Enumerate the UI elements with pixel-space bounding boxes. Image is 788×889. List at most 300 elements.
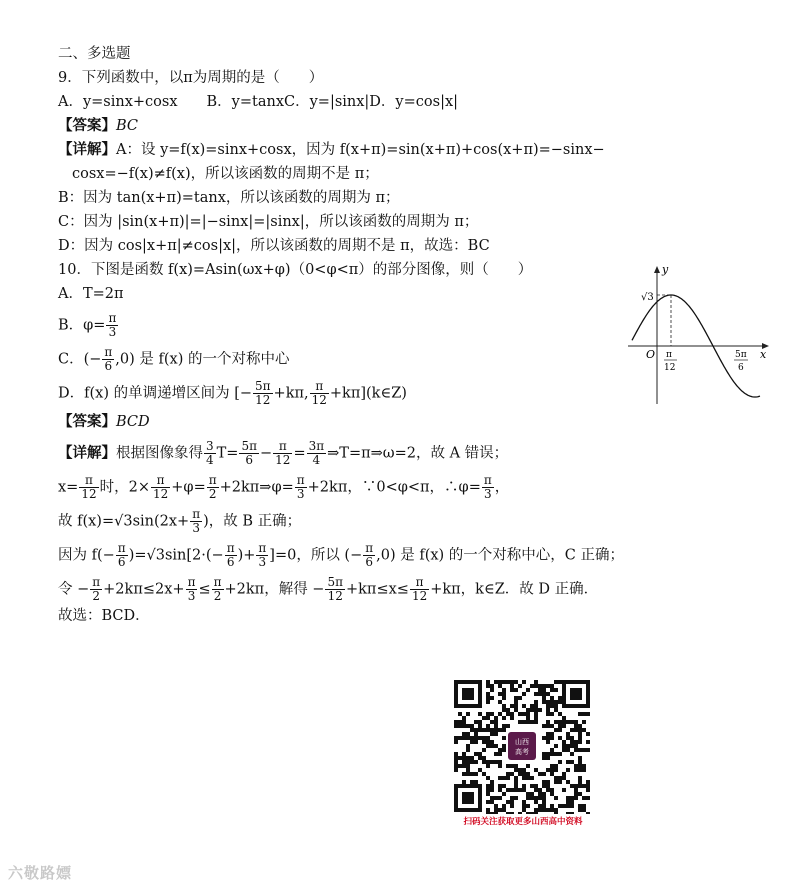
qr-module xyxy=(462,716,466,720)
qr-module xyxy=(490,800,494,804)
qr-module xyxy=(566,760,570,764)
qr-module xyxy=(474,740,478,744)
qr-module xyxy=(550,804,554,808)
qr-module xyxy=(486,788,490,792)
fraction-num: 5π xyxy=(255,379,271,393)
qr-module xyxy=(574,784,578,788)
fraction-den: 12 xyxy=(152,487,169,501)
qr-module xyxy=(526,764,530,768)
qr-module xyxy=(494,728,498,732)
qr-module xyxy=(474,760,478,764)
qr-module xyxy=(534,692,538,696)
qr-module xyxy=(526,712,530,716)
qr-module xyxy=(518,684,522,688)
qr-module xyxy=(470,772,474,776)
qr-module xyxy=(506,708,510,712)
q10-detail-line-5 xyxy=(58,576,598,603)
fraction xyxy=(273,440,292,467)
qr-module xyxy=(494,716,498,720)
qr-module xyxy=(502,736,506,740)
qr-module xyxy=(494,732,498,736)
qr-module xyxy=(462,760,466,764)
text: ,0) 是 f(x) 的一个对称中心，C 正确； xyxy=(376,547,625,564)
qr-module xyxy=(486,800,490,804)
qr-module xyxy=(514,768,518,772)
qr-module xyxy=(506,712,510,716)
qr-module xyxy=(522,704,526,708)
q9-detail-line-5: D：因为 cos|x+π|≠cos|x|，所以该函数的周期不是 π，故选：BC xyxy=(58,238,490,254)
qr-module xyxy=(578,808,582,812)
qr-module xyxy=(578,732,582,736)
fraction-den: 3 xyxy=(106,325,118,339)
qr-module xyxy=(506,812,510,814)
qr-module xyxy=(482,736,486,740)
qr-module xyxy=(546,768,550,772)
qr-module xyxy=(542,784,546,788)
qr-module xyxy=(554,796,558,800)
qr-module xyxy=(502,776,506,780)
qr-module xyxy=(486,744,490,748)
qr-module xyxy=(486,684,490,688)
qr-module xyxy=(454,764,458,768)
qr-module xyxy=(474,752,478,756)
qr-module xyxy=(514,704,518,708)
qr-module xyxy=(558,700,562,704)
qr-module xyxy=(570,796,574,800)
qr-module xyxy=(582,796,586,800)
fraction xyxy=(295,474,307,501)
qr-module xyxy=(466,760,470,764)
qr-module xyxy=(510,688,514,692)
qr-module xyxy=(574,788,578,792)
fraction xyxy=(307,440,327,467)
qr-module xyxy=(458,756,462,760)
qr-module xyxy=(490,780,494,784)
text: +φ= xyxy=(171,479,206,496)
qr-module xyxy=(538,804,542,808)
qr-module xyxy=(534,712,538,716)
qr-module xyxy=(498,712,502,716)
qr-module xyxy=(566,736,570,740)
origin-label: O xyxy=(646,348,656,361)
qr-module xyxy=(550,736,554,740)
qr-module xyxy=(530,720,534,724)
fraction-num: π xyxy=(296,473,305,487)
qr-module xyxy=(578,736,582,740)
qr-module xyxy=(546,732,550,736)
qr-module xyxy=(462,780,466,784)
qr-badge-line1: 山西 xyxy=(515,738,529,746)
qr-module xyxy=(530,796,534,800)
qr-module xyxy=(514,780,518,784)
qr-module xyxy=(566,812,570,814)
qr-module xyxy=(578,792,582,796)
qr-module xyxy=(478,752,482,756)
qr-module xyxy=(550,696,554,700)
qr-module xyxy=(530,708,534,712)
qr-module xyxy=(558,712,562,716)
qr-module xyxy=(470,740,474,744)
qr-module xyxy=(550,768,554,772)
qr-finder-top-right xyxy=(562,680,590,708)
qr-module xyxy=(534,680,538,684)
q9-answer xyxy=(58,116,138,136)
qr-module xyxy=(510,812,514,814)
qr-module xyxy=(578,760,582,764)
qr-module xyxy=(558,680,562,684)
y-tick-label: √3 xyxy=(641,292,654,303)
qr-module xyxy=(466,724,470,728)
qr-module xyxy=(554,764,558,768)
qr-module xyxy=(586,732,590,736)
qr-module xyxy=(486,696,490,700)
qr-module xyxy=(554,704,558,708)
qr-module xyxy=(498,748,502,752)
fraction-num: π xyxy=(226,541,235,555)
qr-module xyxy=(566,732,570,736)
fraction xyxy=(186,576,198,603)
qr-module xyxy=(470,736,474,740)
qr-module xyxy=(482,760,486,764)
q9-detail-line-3: B：因为 tan(x+π)=tanx，所以该函数的周期为 π； xyxy=(58,190,400,206)
qr-module xyxy=(490,728,494,732)
qr-module xyxy=(522,772,526,776)
qr-module xyxy=(574,728,578,732)
qr-module xyxy=(466,756,470,760)
qr-module xyxy=(502,708,506,712)
qr-module xyxy=(482,716,486,720)
qr-module xyxy=(502,784,506,788)
qr-module xyxy=(554,688,558,692)
qr-module xyxy=(582,748,586,752)
q9-detail-line-2: cosx=−f(x)≠f(x)，所以该函数的周期不是 π； xyxy=(72,166,379,182)
detail-tag: 【详解】 xyxy=(58,444,116,462)
qr-module xyxy=(534,768,538,772)
qr-module xyxy=(566,780,570,784)
qr-module xyxy=(470,756,474,760)
qr-module xyxy=(490,732,494,736)
qr-module xyxy=(546,780,550,784)
fraction-num: 5π xyxy=(327,575,343,589)
qr-module xyxy=(482,728,486,732)
qr-module xyxy=(546,684,550,688)
fraction-num: π xyxy=(187,575,196,589)
qr-module xyxy=(546,720,550,724)
qr-module xyxy=(478,728,482,732)
qr-module xyxy=(522,768,526,772)
qr-module xyxy=(578,756,582,760)
text: +2kπ，∵0<φ<π，∴φ= xyxy=(307,479,481,496)
qr-module xyxy=(554,776,558,780)
qr-module xyxy=(486,736,490,740)
qr-module xyxy=(486,692,490,696)
fraction-num: π xyxy=(315,379,324,393)
qr-module xyxy=(462,756,466,760)
qr-module xyxy=(454,724,458,728)
qr-module xyxy=(490,688,494,692)
q10-detail-line-3 xyxy=(58,508,301,535)
qr-module xyxy=(542,772,546,776)
qr-module xyxy=(490,684,494,688)
qr-module xyxy=(570,752,574,756)
qr-module xyxy=(550,772,554,776)
fraction xyxy=(190,508,202,535)
qr-module xyxy=(562,772,566,776)
fraction-den: 12 xyxy=(253,393,273,407)
fraction-num: π xyxy=(483,473,492,487)
qr-module xyxy=(530,704,534,708)
text: 时，2× xyxy=(99,479,150,496)
qr-module xyxy=(522,712,526,716)
answer-value: BCD xyxy=(116,414,150,430)
qr-module xyxy=(502,724,506,728)
qr-module xyxy=(490,812,494,814)
qr-module xyxy=(502,692,506,696)
qr-module xyxy=(558,696,562,700)
qr-module xyxy=(530,792,534,796)
text: )，故 B 正确； xyxy=(203,513,302,530)
qr-module xyxy=(502,748,506,752)
fraction-num: π xyxy=(258,541,267,555)
qr-module xyxy=(514,764,518,768)
qr-module xyxy=(458,724,462,728)
qr-module xyxy=(486,760,490,764)
qr-module xyxy=(562,776,566,780)
qr-module xyxy=(486,740,490,744)
qr-module xyxy=(518,768,522,772)
qr-module xyxy=(550,748,554,752)
qr-module xyxy=(522,776,526,780)
qr-code[interactable] xyxy=(452,678,592,814)
qr-module xyxy=(470,728,474,732)
qr-module xyxy=(534,796,538,800)
fraction-den: 6 xyxy=(225,555,237,569)
qr-module xyxy=(462,752,466,756)
fraction-num: π xyxy=(365,541,374,555)
fraction-num: π xyxy=(108,311,117,325)
qr-module xyxy=(546,740,550,744)
qr-module xyxy=(574,764,578,768)
qr-module xyxy=(506,724,510,728)
qr-module xyxy=(458,736,462,740)
q10-final-choice: 故选：BCD． xyxy=(58,608,150,624)
qr-module xyxy=(486,724,490,728)
qr-module xyxy=(562,724,566,728)
qr-module xyxy=(554,708,558,712)
qr-module xyxy=(554,728,558,732)
text: ]=0，所以 (− xyxy=(269,547,363,564)
qr-module xyxy=(486,680,490,684)
q10-detail-line-1 xyxy=(58,440,508,467)
qr-module xyxy=(486,812,490,814)
qr-module xyxy=(502,804,506,808)
qr-module xyxy=(466,764,470,768)
detail-text: A：设 y=f(x)=sinx+cosx，因为 f(x+π)=sin(x+π)+cos(x+π)=−sinx− xyxy=(116,142,605,158)
qr-module xyxy=(542,780,546,784)
qr-module xyxy=(586,796,590,800)
qr-module xyxy=(518,772,522,776)
fraction-num: π xyxy=(192,507,201,521)
fraction-num: π xyxy=(278,439,287,453)
qr-module xyxy=(478,736,482,740)
qr-module xyxy=(510,712,514,716)
qr-module xyxy=(498,764,502,768)
qr-module xyxy=(502,792,506,796)
qr-module xyxy=(518,720,522,724)
qr-module xyxy=(538,692,542,696)
option-c-suffix: ,0) 是 f(x) 的一个对称中心 xyxy=(115,351,290,368)
answer-tag: 【答案】 xyxy=(58,413,116,430)
fraction-den: 6 xyxy=(363,555,375,569)
qr-module xyxy=(558,804,562,808)
fraction xyxy=(116,542,128,569)
qr-module xyxy=(566,800,570,804)
qr-module xyxy=(574,720,578,724)
qr-module xyxy=(470,780,474,784)
qr-module xyxy=(498,796,502,800)
qr-module xyxy=(518,696,522,700)
qr-module xyxy=(522,784,526,788)
qr-module xyxy=(510,764,514,768)
x-tick2-den: 6 xyxy=(738,363,744,373)
qr-module xyxy=(546,700,550,704)
qr-module xyxy=(502,808,506,812)
qr-module xyxy=(526,720,530,724)
qr-module xyxy=(498,752,502,756)
fraction xyxy=(102,346,114,373)
qr-module xyxy=(578,768,582,772)
qr-module xyxy=(510,788,514,792)
qr-module xyxy=(490,744,494,748)
text: 故 f(x)=√3sin(2x+ xyxy=(58,513,190,530)
qr-module xyxy=(554,780,558,784)
qr-module xyxy=(538,796,542,800)
fraction xyxy=(325,576,345,603)
qr-module xyxy=(582,784,586,788)
qr-module xyxy=(578,724,582,728)
qr-module xyxy=(522,788,526,792)
qr-module xyxy=(506,788,510,792)
fraction-den: 12 xyxy=(81,487,97,501)
qr-module xyxy=(478,756,482,760)
qr-module xyxy=(578,728,582,732)
qr-module xyxy=(510,772,514,776)
text: 令 − xyxy=(58,581,90,598)
qr-module xyxy=(490,788,494,792)
qr-module xyxy=(542,808,546,812)
qr-module xyxy=(506,764,510,768)
qr-module xyxy=(462,764,466,768)
qr-module xyxy=(554,812,558,814)
qr-module xyxy=(534,784,538,788)
qr-badge-line2: 高考 xyxy=(515,748,529,756)
fraction-den: 12 xyxy=(275,453,291,467)
qr-module xyxy=(570,804,574,808)
qr-module xyxy=(486,700,490,704)
fraction-den: 6 xyxy=(102,359,114,373)
fraction-den: 3 xyxy=(186,589,198,603)
qr-module xyxy=(550,764,554,768)
qr-module xyxy=(474,728,478,732)
qr-module xyxy=(534,708,538,712)
qr-module xyxy=(478,712,482,716)
qr-module xyxy=(582,720,586,724)
qr-module xyxy=(506,776,510,780)
q10-option-a: A．T=2π xyxy=(58,286,124,302)
qr-module xyxy=(470,760,474,764)
qr-module xyxy=(550,700,554,704)
qr-module xyxy=(578,784,582,788)
q10-stem: 10．下图是函数 f(x)=Asin(ωx+φ)（0<φ<π）的部分图像，则（ ） xyxy=(58,262,533,278)
qr-module xyxy=(490,796,494,800)
qr-module xyxy=(458,764,462,768)
qr-module xyxy=(574,724,578,728)
qr-module xyxy=(550,792,554,796)
qr-module xyxy=(490,696,494,700)
qr-module xyxy=(454,760,458,764)
qr-finder-top-left xyxy=(454,680,482,708)
qr-module xyxy=(482,756,486,760)
qr-caption: 扫码关注获取更多山西高中资料 xyxy=(463,817,583,827)
qr-module xyxy=(574,748,578,752)
fraction xyxy=(363,542,375,569)
qr-module xyxy=(498,788,502,792)
qr-module xyxy=(490,740,494,744)
qr-module xyxy=(582,728,586,732)
qr-module xyxy=(466,768,470,772)
qr-module xyxy=(486,716,490,720)
fraction xyxy=(310,380,329,407)
qr-module xyxy=(534,812,538,814)
qr-module xyxy=(458,720,462,724)
qr-module xyxy=(538,708,542,712)
qr-module xyxy=(526,716,530,720)
qr-module xyxy=(586,784,590,788)
qr-module xyxy=(542,752,546,756)
qr-module xyxy=(474,736,478,740)
qr-module xyxy=(546,708,550,712)
qr-module xyxy=(502,728,506,732)
sine-graph xyxy=(622,264,772,406)
qr-module xyxy=(486,764,490,768)
qr-module xyxy=(510,800,514,804)
qr-module xyxy=(514,700,518,704)
qr-module xyxy=(454,768,458,772)
qr-module xyxy=(534,720,538,724)
qr-module xyxy=(570,720,574,724)
qr-module xyxy=(466,748,470,752)
qr-module xyxy=(494,752,498,756)
qr-module xyxy=(498,692,502,696)
qr-module xyxy=(534,788,538,792)
qr-module xyxy=(498,776,502,780)
answer-tag: 【答案】 xyxy=(58,117,116,134)
qr-module xyxy=(502,744,506,748)
x-axis-label: x xyxy=(760,348,767,361)
qr-module xyxy=(586,748,590,752)
qr-module xyxy=(574,768,578,772)
option-d-suffix: +kπ](k∈Z) xyxy=(329,385,407,402)
qr-module xyxy=(562,716,566,720)
qr-module xyxy=(530,784,534,788)
qr-module xyxy=(502,704,506,708)
qr-module xyxy=(510,804,514,808)
detail-tag: 【详解】 xyxy=(58,141,116,158)
qr-module xyxy=(550,732,554,736)
qr-module xyxy=(522,692,526,696)
qr-module xyxy=(514,680,518,684)
qr-module xyxy=(550,724,554,728)
